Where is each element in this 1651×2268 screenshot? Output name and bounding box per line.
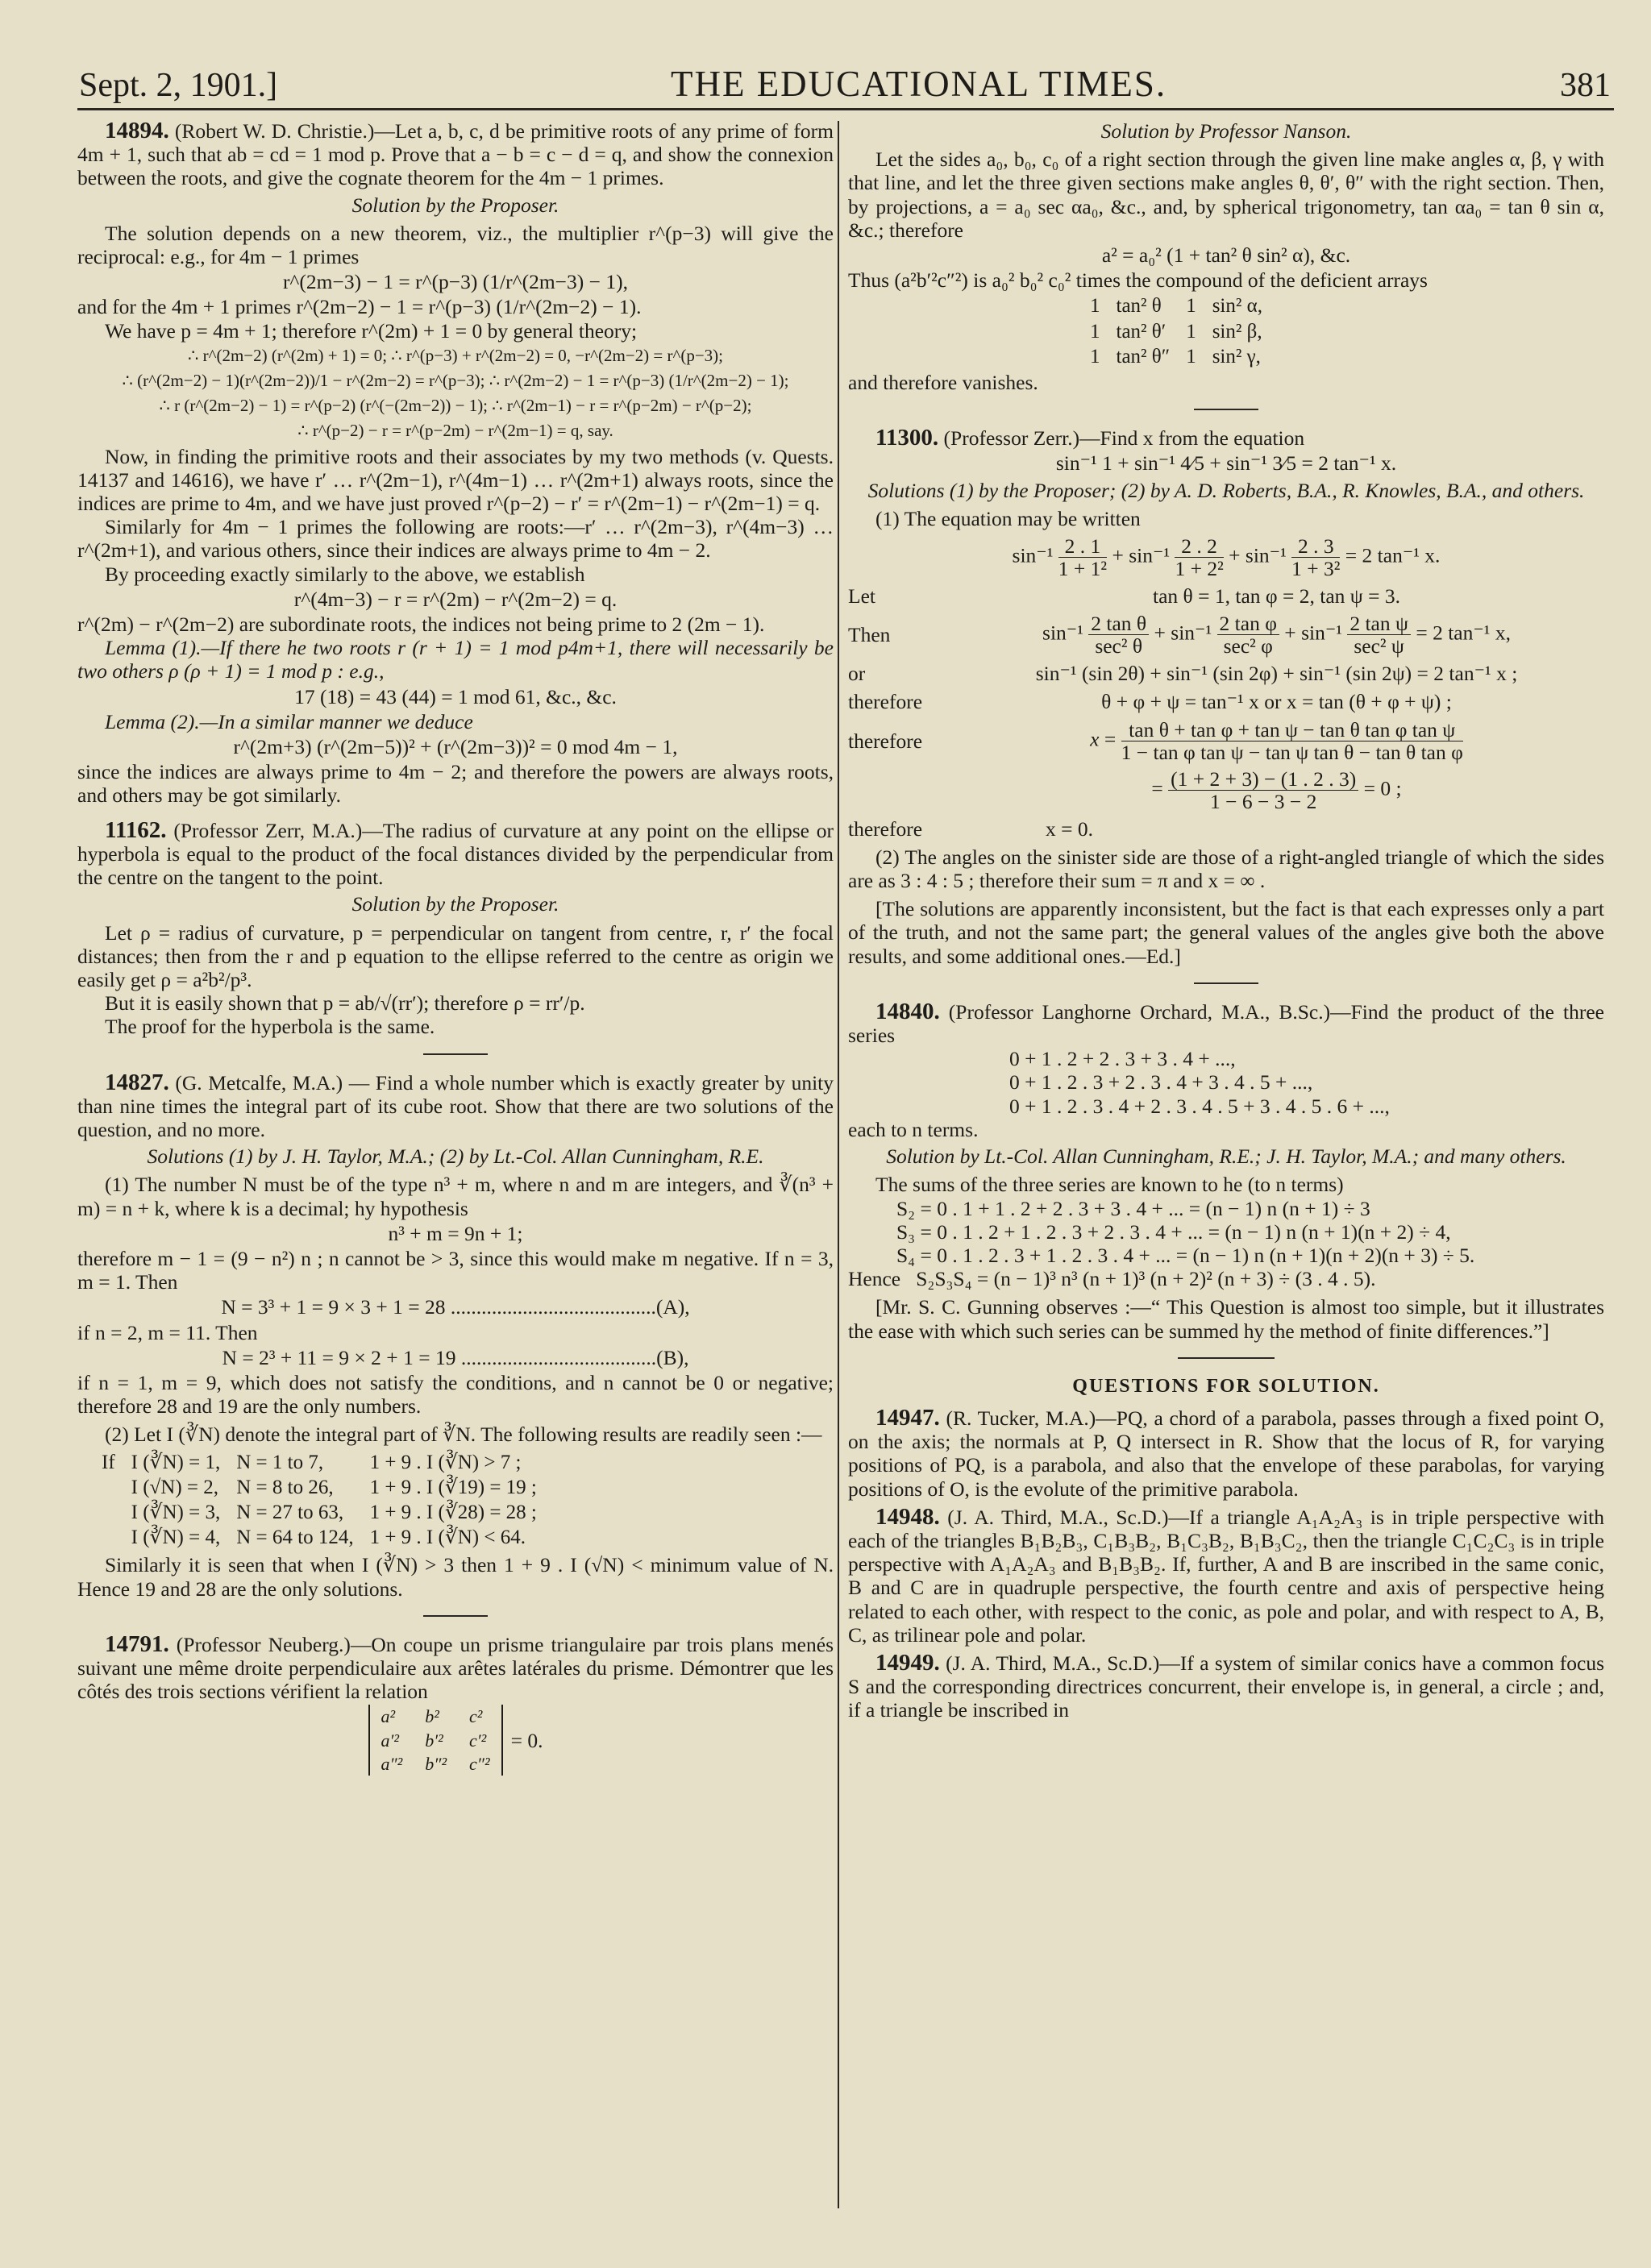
series-line: 0 + 1 . 2 + 2 . 3 + 3 . 4 + ...,	[1009, 1047, 1236, 1071]
page-number: 381	[1559, 67, 1611, 104]
question-number: 14840.	[875, 998, 940, 1024]
let-line	[848, 584, 1604, 608]
paragraph: (2) Let I (∛N) denote the integral part of ∛N. The following results are readily seen :—	[105, 1423, 822, 1447]
therefore-line	[848, 719, 1604, 763]
paragraph: Now, in finding the primitive roots and their associates by my two methods (v. Quests. 14137 and 14616), we have r′ … r^(2m−1), r^(4m−1) … r^(2m+1) always roots, since the indices are prime to 4m, and we have just proved r^(p−2) − r′ = r^(2m−1) − r^(2m−1) = q.	[77, 444, 834, 516]
question-text: (R. Tucker, M.A.)—PQ, a chord of a parabola, passes through a fixed point O, on the axis; the normals at P, Q intersect in R. Show that the locus of R, for varying positions of PQ, is a parabola, and also that the envelope of these parabolas, for varying positions of O, is the evolute of the primitive parabola.	[848, 1406, 1605, 1501]
question-11300	[848, 426, 1604, 968]
matrix-row	[369, 1752, 502, 1776]
header-rule	[77, 108, 1614, 110]
question-number: 14894.	[105, 118, 169, 143]
fraction	[1217, 613, 1279, 657]
paragraph: since the indices are always prime to 4m − 2; and therefore the powers are always roots, and others may be got similarly.	[77, 760, 834, 808]
paragraph: (1) The number N must be of the type n³ + m, where n and m are integers, and ∛(n³ + m) = n + k, where k is a decimal; hy hypothesis	[77, 1173, 834, 1220]
fraction	[1168, 768, 1358, 812]
question-number: 14791.	[105, 1630, 169, 1657]
line-label: or	[848, 662, 866, 686]
denominator: 1 + 2²	[1175, 557, 1224, 581]
denominator: sec² φ	[1223, 634, 1273, 658]
equation: ∴ (r^(2m−2) − 1)(r^(2m−2))/1 − r^(2m−2) = r^(p−3); ∴ r^(2m−2) − 1 = r^(p−3) (1/r^(2m−2) − 1);	[122, 371, 789, 391]
question-statement: (Professor Zerr, M.A.)—The radius of curvature at any point on the ellipse or hyperbola is equal to the product of the focal distances divided by the perpendicular from the centre on the tangent to the point.	[77, 818, 834, 890]
paragraph: The sums of the three series are known to he (to n terms)	[875, 1173, 1344, 1197]
question-text: (J. A. Third, M.A., Sc.D.)—If a system of similar conics have a common focus S and the corresponding directrices concurrent, their envelope is, in general, a circle ; and, if a triangle be inscribed in	[848, 1651, 1604, 1722]
series-line: 0 + 1 . 2 . 3 + 2 . 3 . 4 + 3 . 4 . 5 + ...,	[1009, 1070, 1313, 1095]
questions-for-solution	[848, 1375, 1604, 1722]
fraction	[1175, 535, 1223, 579]
table-cell: I (∛N) = 4,	[131, 1527, 221, 1549]
table-cell: If	[102, 1451, 115, 1473]
deficient-arrays	[1082, 293, 1270, 369]
right-hand-side: = 0 ;	[1363, 776, 1402, 800]
line-label: Let	[848, 584, 875, 609]
running-header	[79, 56, 1611, 105]
solution-heading: Solution by Professor Nanson.	[1100, 119, 1352, 143]
sum-line: S₃ = 0 . 1 . 2 + 1 . 2 . 3 + 2 . 3 . 4 + ... = (n − 1) n (n + 1)(n + 2) ÷ 4,	[896, 1219, 1451, 1244]
inverse-sine: sin⁻¹	[1245, 543, 1287, 567]
question	[848, 1651, 1604, 1722]
equation: sin⁻¹ $\frac{\text{2 tan θ}}{\text{sec² θ}}$ + sin⁻¹ $\frac{\text{2 tan φ}}{\text{sec² φ}}$ + sin⁻¹ $\frac{\text{2 tan ψ}}{\text{sec² ψ}}$ = 2 tan⁻¹ x,	[1042, 612, 1511, 658]
equation: = $\frac{(1 + 2 + 3) - (1 . 2 . 3)}{1 - 6 - 3 - 2}$ = 0 ;	[1151, 766, 1402, 813]
table-cell: 1 + 9 . I (∛N) > 7 ;	[369, 1451, 522, 1473]
fraction	[1058, 535, 1107, 579]
numerator: 2 . 2	[1175, 535, 1223, 558]
section-separator	[1194, 982, 1258, 984]
array-cell: 1	[1186, 320, 1196, 343]
matrix-cell: a″²	[381, 1753, 403, 1774]
array-cell: 1	[1090, 320, 1100, 343]
paragraph: (1) The equation may be written	[875, 506, 1141, 530]
array-cell: sin² β,	[1212, 320, 1262, 343]
sum-line: S₄ = 0 . 1 . 2 . 3 + 1 . 2 . 3 . 4 + ... = (n − 1) n (n + 1)(n + 2)(n + 3) ÷ 5.	[896, 1243, 1475, 1267]
paragraph: Let ρ = radius of curvature, p = perpendicular on tangent from centre, r, r′ the focal distances; then from the r and p equation to the ellipse referred to the centre as origin we easily get ρ = a²b²/p³.	[77, 920, 834, 991]
section-heading: QUESTIONS FOR SOLUTION.	[1072, 1375, 1380, 1397]
equation: θ + φ + ψ = tan⁻¹ x or x = tan (θ + φ + ψ) ;	[1101, 690, 1452, 714]
denominator: 1 + 3²	[1291, 557, 1341, 581]
fraction	[1291, 535, 1340, 579]
numerator: tan θ + tan φ + tan ψ − tan θ tan φ tan ψ	[1121, 719, 1463, 741]
question-11162	[77, 816, 834, 1039]
table-cell: 1 + 9 . I (∛N) < 64.	[369, 1527, 526, 1549]
determinant	[77, 1705, 834, 1776]
paragraph: if n = 2, m = 11. Then	[77, 1320, 258, 1344]
matrix-cell: a′²	[381, 1730, 399, 1751]
header-date: Sept. 2, 1901.]	[79, 67, 278, 104]
section-separator	[423, 1053, 488, 1055]
denominator: sec² ψ	[1354, 634, 1404, 658]
therefore-line	[848, 690, 1604, 713]
question-statement: (Professor Neuberg.)—On coupe un prisme triangulaire par trois plans menés suivant une même droite perpendiculaire aux arêtes latérales du prisme. Démontrer que les côtés des trois sections vérifient la relation	[77, 1632, 834, 1704]
paragraph: The solution depends on a new theorem, viz., the multiplier r^(p−3) will give the reciprocal: e.g., for 4m − 1 primes	[77, 221, 834, 269]
equation: ∴ r (r^(2m−2) − 1) = r^(p−2) (r^(−(2m−2)) − 1); ∴ r^(2m−1) − r = r^(p−2m) − r^(p−2);	[159, 396, 752, 416]
paragraph: (2) The angles on the sinister side are those of a right-angled triangle of which the sides are as 3 : 4 : 5 ; therefore their sum = π and x = ∞ .	[848, 845, 1604, 893]
paragraph: We have p = 4m + 1; therefore r^(2m) + 1 = 0 by general theory;	[105, 318, 638, 343]
question-14827	[77, 1071, 834, 1601]
fraction	[1121, 719, 1463, 763]
table-cell: N = 64 to 124,	[236, 1527, 354, 1549]
paragraph: and therefore vanishes.	[848, 371, 1038, 395]
table-row	[94, 1500, 545, 1525]
left-column	[77, 119, 834, 1776]
matrix-cell: c″²	[469, 1753, 490, 1774]
numerator: (1 + 2 + 3) − (1 . 2 . 3)	[1168, 768, 1358, 791]
paragraph: The proof for the hyperbola is the same.	[105, 1015, 435, 1039]
solution-heading: Solution by the Proposer.	[351, 193, 559, 217]
equation: x = 0.	[1046, 816, 1094, 841]
equation-fractions: sin⁻¹ $\frac{2 . 1}{\text{1 + 1²}}$ + sin⁻¹ $\frac{2 . 2}{\text{1 + 2²}}$ + sin⁻¹ $\frac{2 . 3}{\text{1 + 3²}}$ = 2 tan⁻¹ x.	[1012, 534, 1441, 581]
paragraph: therefore m − 1 = (9 − n²) n ; n cannot be > 3, since this would make m negative. If n = 3, m = 1. Then	[77, 1246, 834, 1294]
question-14894	[77, 119, 834, 808]
array-cell: 1	[1186, 345, 1196, 368]
table-cell: N = 1 to 7,	[236, 1451, 324, 1473]
matrix-cell: a²	[381, 1706, 396, 1727]
question	[848, 1503, 1605, 1647]
paragraph: r^(2m) − r^(2m−2) are subordinate roots, the indices not being prime to 2 (2m − 1).	[77, 613, 765, 637]
table-cell: 1 + 9 . I (∛28) = 28 ;	[369, 1501, 537, 1523]
solution-heading: Solutions (1) by the Proposer; (2) by A. D. Roberts, B.A., R. Knowles, B.A., and others.	[867, 478, 1585, 502]
table-cell	[94, 1525, 123, 1550]
editor-note: [The solutions are apparently inconsistent, but the fact is that each expresses only a part of the truth, and not the same part; the general values of the angles give both the above results, and some additional ones.—Ed.]	[848, 897, 1604, 968]
question-text: (J. A. Third, M.A., Sc.D.)—If a triangle A₁A₂A₃ is in triple perspective with each of the triangles B₁B₂B₃, C₁B₃B₂, B₁C₃B₂, B₁B₃C₂, then the triangle C₁C₂C₃ is in triple perspective with A₁A₂A₃ and B₁B₃B₂. If, further, A and B are inscribed in the same conic, B and C are in quadruple perspective, the fourth centre and axis of perspective heing related to each other, with respect to the conic, as pole and polar, and with respect to A, B, C, as trilinear pole and polar.	[848, 1505, 1605, 1647]
line-label: therefore	[848, 690, 923, 714]
matrix-row	[369, 1729, 502, 1752]
array-cell: tan² θ″	[1116, 345, 1171, 368]
table-row	[94, 1525, 545, 1550]
matrix-cell: c²	[469, 1706, 483, 1727]
question	[848, 1406, 1604, 1501]
question-statement: (G. Metcalfe, M.A.) — Find a whole number which is exactly greater by unity than nine times the integral part of its cube root. Show that there are two solutions of the question, and no more.	[77, 1070, 834, 1141]
array-row	[1082, 319, 1270, 344]
equation: r^(2m−3) − 1 = r^(p−3) (1/r^(2m−3) − 1),	[282, 270, 629, 294]
equation: a² = a₀² (1 + tan² θ sin² α), &c.	[1101, 243, 1351, 268]
denominator: 1 − 6 − 3 − 2	[1210, 789, 1317, 813]
inverse-sine: sin⁻¹	[1301, 621, 1342, 645]
equation: 17 (18) = 43 (44) = 1 mod 61, &c., &c.	[294, 684, 617, 708]
question-statement: (Professor Langhorne Orchard, M.A., B.Sc.)—Find the product of the three series	[848, 999, 1604, 1048]
equation-b: N = 2³ + 11 = 9 × 2 + 1 = 19 ......................................(B),	[222, 1345, 689, 1369]
array-cell: tan² θ	[1116, 295, 1162, 318]
result-line	[848, 768, 1604, 812]
right-column	[848, 119, 1604, 1722]
array-cell: 1	[1090, 295, 1100, 318]
question-number: 14949.	[875, 1649, 940, 1676]
sum-line: S₂ = 0 . 1 + 1 . 2 + 2 . 3 + 3 . 4 + ... = (n − 1) n (n + 1) ÷ 3	[896, 1196, 1370, 1220]
paragraph: By proceeding exactly similarly to the above, we establish	[105, 562, 585, 586]
table-cell	[94, 1500, 123, 1525]
table-cell: 1 + 9 . I (∛19) = 19 ;	[369, 1476, 537, 1498]
results-table	[94, 1450, 545, 1551]
numerator: 2 tan ψ	[1347, 613, 1411, 635]
section-separator	[1178, 1357, 1275, 1359]
solution-14791-continued	[848, 119, 1604, 394]
table-cell: I (∛N) = 3,	[131, 1501, 221, 1523]
lemma: Lemma (1).—If there he two roots r (r + 1) = 1 mod p4m+1, there will necessarily be two others ρ (ρ + 1) = 1 mod p : e.g.,	[77, 636, 834, 683]
array-cell: sin² α,	[1212, 295, 1262, 318]
paragraph: each to n terms.	[848, 1117, 979, 1141]
equation-a: N = 3³ + 1 = 9 × 3 + 1 = 28 ........................................(A),	[221, 1295, 690, 1319]
equation: x = $\frac{\text{tan θ + tan φ + tan ψ − tan θ tan φ tan ψ}}{\text{1 − tan φ tan ψ − tan ψ tan θ − tan θ tan φ}}$	[1090, 717, 1463, 764]
lemma: Lemma (2).—In a similar manner we deduce	[105, 709, 473, 733]
paragraph: But it is easily shown that p = ab/√(rr′); therefore ρ = rr′/p.	[105, 991, 585, 1016]
equation: ∴ r^(2m−2) (r^(2m) + 1) = 0; ∴ r^(p−3) + r^(2m−2) = 0, −r^(2m−2) = r^(p−3);	[188, 345, 723, 365]
line-label: therefore	[848, 729, 923, 753]
equation: sin⁻¹ (sin 2θ) + sin⁻¹ (sin 2φ) + sin⁻¹ (sin 2ψ) = 2 tan⁻¹ x ;	[1035, 662, 1518, 686]
paragraph: if n = 1, m = 9, which does not satisfy the conditions, and n cannot be 0 or negative; therefore 28 and 19 are the only numbers.	[77, 1370, 834, 1419]
question-number: 11300.	[875, 425, 939, 451]
solution-heading: Solutions (1) by J. H. Taylor, M.A.; (2) by Lt.-Col. Allan Cunningham, R.E.	[147, 1144, 764, 1169]
question-number: 11162.	[105, 816, 167, 843]
question-number: 14947.	[875, 1404, 940, 1431]
table-row	[94, 1475, 545, 1500]
section-separator	[1194, 409, 1258, 410]
solution-heading: Solution by the Proposer.	[351, 892, 559, 916]
matrix-cell: b″²	[425, 1753, 447, 1774]
section-separator	[423, 1615, 488, 1617]
numerator: 2 tan θ	[1088, 613, 1149, 635]
equation: sin⁻¹ 1 + sin⁻¹ 4⁄5 + sin⁻¹ 3⁄5 = 2 tan⁻¹ x.	[1055, 451, 1397, 476]
question-14791	[77, 1630, 834, 1776]
table-cell: I (√N) = 2,	[131, 1476, 219, 1498]
series-line: 0 + 1 . 2 . 3 . 4 + 2 . 3 . 4 . 5 + 3 . 4 . 5 . 6 + ...,	[1009, 1094, 1390, 1118]
determinant-value: = 0.	[510, 1728, 543, 1752]
editor-note: [Mr. S. C. Gunning observes :—“ This Question is almost too simple, but it illustrates the ease with which such series can be summed hy the method of finite differences.”]	[848, 1295, 1604, 1343]
or-line	[848, 662, 1604, 685]
numerator: 2 . 3	[1291, 535, 1340, 558]
numerator: 2 . 1	[1058, 535, 1107, 558]
array-cell: sin² γ,	[1212, 345, 1261, 368]
equation: S₂S₃S₄ = (n − 1)³ n³ (n + 1)³ (n + 2)² (n + 3) ÷ (3 . 4 . 5).	[916, 1267, 1376, 1291]
line-label: Hence	[848, 1267, 901, 1291]
paragraph: Similarly for 4m − 1 primes the following are roots:—r′ … r^(2m−3), r^(4m−3) … r^(2m+1), and various others, since their indices are always prime to 4m − 2.	[77, 515, 834, 563]
inverse-sine: sin⁻¹	[1042, 621, 1083, 645]
matrix-row	[369, 1705, 502, 1728]
array-row	[1082, 344, 1270, 369]
journal-title: THE EDUCATIONAL TIMES.	[670, 64, 1167, 104]
denominator: 1 − tan φ tan ψ − tan ψ tan θ − tan θ tan φ	[1121, 740, 1463, 764]
question-statement: (Robert W. D. Christie.)—Let a, b, c, d be primitive roots of any prime of form 4m + 1, such that ab = cd = 1 mod p. Prove that a − b = c − d = q, and show the connexion between the roots, and give the cognate theorem for the 4m − 1 primes.	[77, 119, 834, 190]
right-hand-side: = 2 tan⁻¹ x,	[1416, 621, 1511, 645]
therefore-line	[848, 817, 1604, 841]
array-cell: tan² θ′	[1116, 320, 1167, 343]
equation: r^(2m+3) (r^(2m−5))² + (r^(2m−3))² = 0 mod 4m − 1,	[233, 735, 678, 759]
question-number: 14948.	[875, 1503, 940, 1530]
numerator: 2 tan φ	[1217, 613, 1279, 635]
inverse-sine: sin⁻¹	[1129, 543, 1171, 567]
paragraph: Let the sides a₀, b₀, c₀ of a right section through the given line make angles α, β, γ with that line, and let the three given sections make angles θ, θ′, θ″ with the right section. Then, by projections, a = a₀ sec αa₀, &c., and, by spherical trigonometry, tan αa₀ = tan θ sin α, &c.; therefore	[848, 147, 1604, 242]
equation: n³ + m = 9n + 1;	[388, 1221, 523, 1245]
matrix-cell: b′²	[425, 1730, 443, 1751]
line-label: Then	[848, 623, 891, 647]
denominator: 1 + 1²	[1058, 557, 1108, 581]
table-cell: N = 27 to 63,	[236, 1501, 344, 1523]
equation: ∴ r^(p−2) − r = r^(p−2m) − r^(2m−1) = q, say.	[297, 421, 613, 441]
equation: r^(4m−3) − r = r^(2m) − r^(2m−2) = q.	[293, 587, 618, 611]
column-divider	[838, 121, 839, 2208]
question-14840	[848, 1000, 1604, 1343]
table-cell: I (∛N) = 1,	[131, 1451, 221, 1473]
table-cell: N = 8 to 26,	[236, 1476, 334, 1498]
solution-heading: Solution by Lt.-Col. Allan Cunningham, R.E.; J. H. Taylor, M.A.; and many others.	[886, 1144, 1566, 1169]
equation: tan θ = 1, tan φ = 2, tan ψ = 3.	[1153, 584, 1400, 609]
paragraph: and for the 4m + 1 primes r^(2m−2) − 1 = r^(p−3) (1/r^(2m−2) − 1).	[77, 295, 642, 319]
paragraph: Similarly it is seen that when I (∛N) > 3 then 1 + 9 . I (√N) < minimum value of N. Hence 19 and 28 are the only solutions.	[77, 1553, 834, 1601]
paragraph: Thus (a²b′²c″²) is a₀² b₀² c₀² times the compound of the deficient arrays	[848, 268, 1428, 293]
right-hand-side: = 2 tan⁻¹ x.	[1345, 543, 1441, 567]
array-row	[1082, 293, 1270, 318]
table-row	[94, 1450, 545, 1475]
line-label: therefore	[848, 816, 923, 841]
array-cell: 1	[1186, 295, 1196, 318]
then-line	[848, 613, 1604, 657]
inverse-sine: sin⁻¹	[1012, 543, 1054, 567]
matrix-cell: b²	[425, 1706, 439, 1727]
inverse-sine: sin⁻¹	[1171, 621, 1212, 645]
question-statement: (Professor Zerr.)—Find x from the equation	[943, 426, 1305, 451]
table-cell	[94, 1475, 123, 1500]
array-cell: 1	[1090, 345, 1100, 368]
matrix-cell: c′²	[469, 1730, 487, 1751]
fraction	[1088, 613, 1149, 657]
question-number: 14827.	[105, 1069, 169, 1095]
determinant-matrix	[368, 1705, 503, 1776]
denominator: sec² θ	[1095, 634, 1143, 658]
fraction	[1347, 613, 1411, 657]
